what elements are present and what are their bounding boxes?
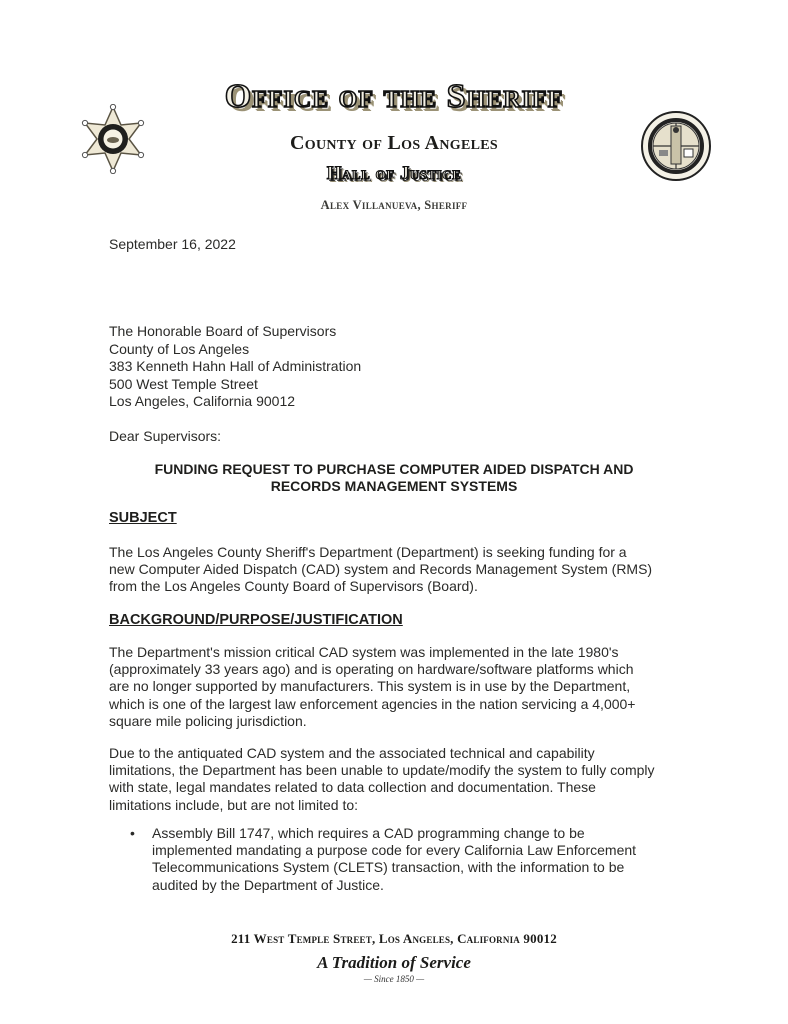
bullet-line: Assembly Bill 1747, which requires a CAD programming change to be [152,825,585,841]
section-heading-background: BACKGROUND/PURPOSE/JUSTIFICATION [109,612,403,628]
footer-motto: A Tradition of Service [317,953,471,972]
bullet-line: audited by the Department of Justice. [152,876,384,893]
paragraph-line: The Department's mission critical CAD system was implemented in the late 1980's [109,644,619,660]
paragraph-line: limitations, the Department has been unable to update/modify the system to fully comply [109,762,655,779]
address-line: County of Los Angeles [109,340,250,357]
county-name: County of Los Angeles [290,132,498,154]
office-of-the-sheriff-title: Office of the Sheriff [224,78,564,115]
paragraph-line: (approximately 33 years ago) and is operating on hardware/software platforms which [109,661,634,678]
subject-paragraph [109,544,709,596]
background-paragraph-2 [109,745,719,814]
section-heading-subject: SUBJECT [109,510,177,526]
paragraph-line: new Computer Aided Dispatch (CAD) system and Records Management System (RMS) [109,561,653,578]
address-line: 500 West Temple Street [109,375,258,392]
footer-address: 211 West Temple Street, Los Angeles, California 90012 [231,931,557,946]
paragraph-line: Due to the antiquated CAD system and the associated technical and capability [109,745,595,761]
letter-title [0,461,788,495]
paragraph-line: limitations include, but are not limited to: [109,796,359,813]
letter-title-line: FUNDING REQUEST TO PURCHASE COMPUTER AIDED DISPATCH AND [154,461,634,477]
paragraph-line: which is one of the largest law enforcement agencies in the nation servicing a 4,000+ [109,695,636,712]
paragraph-line: from the Los Angeles County Board of Supervisors (Board). [109,578,478,595]
salutation: Dear Supervisors: [109,428,222,444]
hall-of-justice-title: Hall of Justice [326,163,462,184]
address-line: The Honorable Board of Supervisors [109,323,337,339]
address-line: Los Angeles, California 90012 [109,393,296,409]
paragraph-line: square mile policing jurisdiction. [109,712,307,729]
letter-title-line: RECORDS MANAGEMENT SYSTEMS [270,478,518,494]
background-paragraph-1 [109,644,719,730]
sheriff-name: Alex Villanueva, Sheriff [320,198,468,212]
footer-since: — Since 1850 — [363,974,425,984]
paragraph-line: The Los Angeles County Sheriff's Department (Department) is seeking funding for a [109,544,627,560]
bullet-icon: • [130,825,135,841]
bullet-line: Telecommunications System (CLETS) transaction, with the information to be [152,859,625,876]
recipient-address [109,323,361,411]
paragraph-line: with state, legal mandates related to data collection and documentation. These [109,779,596,796]
bullet-text [152,825,712,894]
paragraph-line: are no longer supported by manufacturers. This system is in use by the Department, [109,678,631,695]
bullet-line: implemented mandating a purpose code for every California Law Enforcement [152,842,637,859]
address-line: 383 Kenneth Hahn Hall of Administration [109,358,362,374]
letter-date: September 16, 2022 [109,236,236,252]
